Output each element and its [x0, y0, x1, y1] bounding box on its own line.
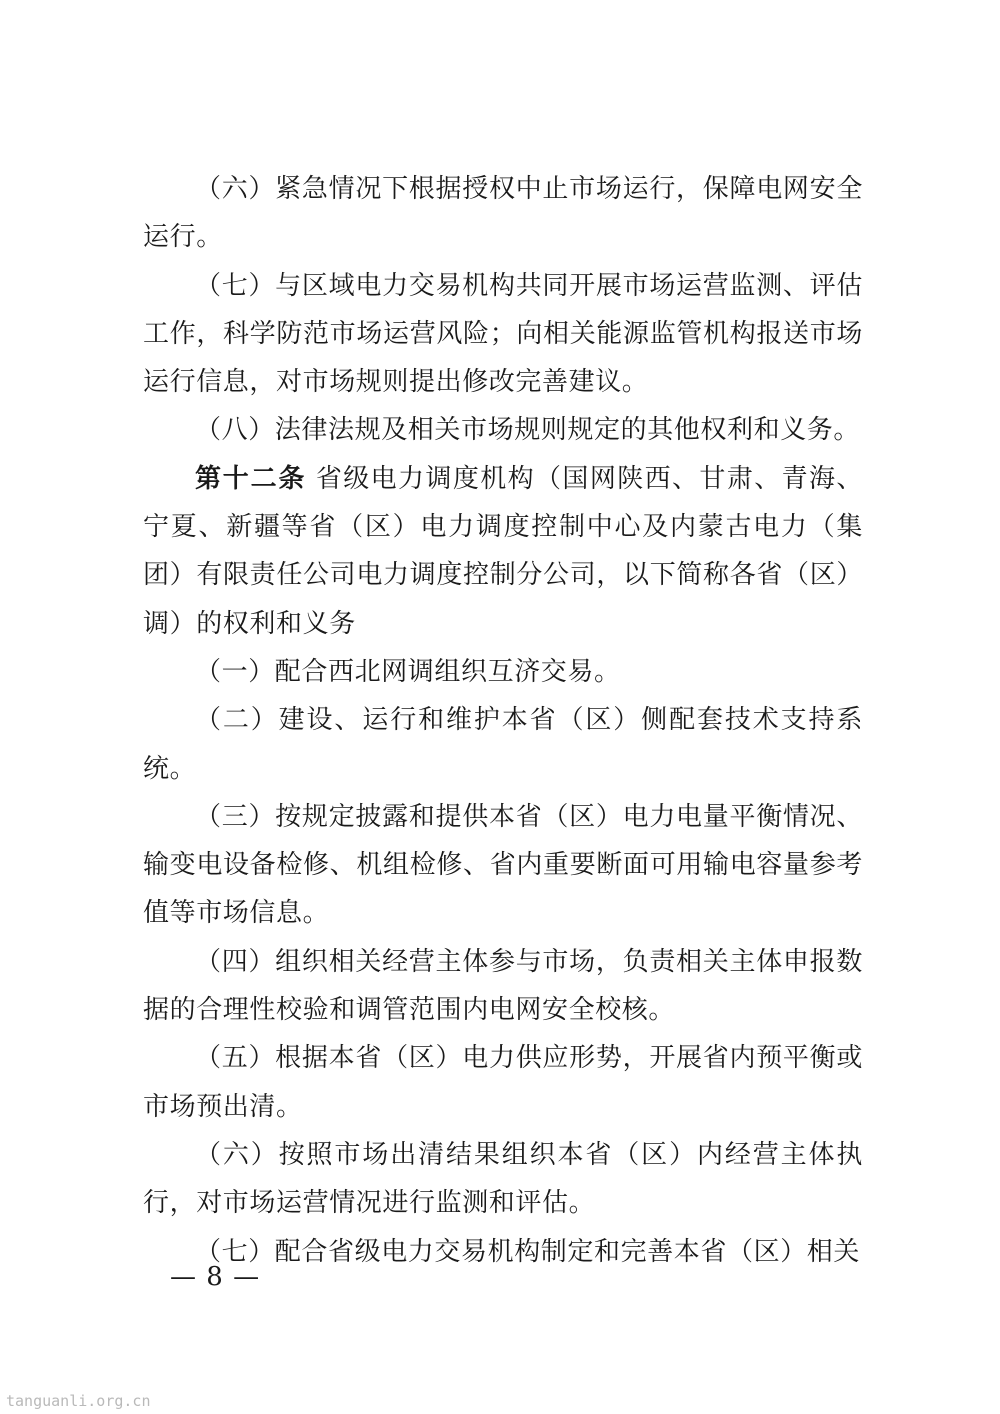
paragraph-item-3-disclosure — [143, 793, 863, 938]
paragraph-item-1-mutual-aid — [143, 648, 863, 696]
paragraph-item-8-other-rights — [143, 406, 863, 454]
page-number: — 8 — — [170, 1262, 261, 1292]
paragraph-text: （二）建设、运行和维护本省（区）侧配套技术支持系统。 — [143, 705, 863, 784]
paragraph-text: 省级电力调度机构（国网陕西、甘肃、青海、宁夏、新疆等省（区）电力调度控制中心及内蒙古电力（集团）有限责任公司电力调度控制分公司，以下简称各省（区）调）的权利和义务 — [143, 463, 863, 639]
paragraph-text: （六）紧急情况下根据授权中止市场运行，保障电网安全运行。 — [143, 174, 863, 253]
paragraph-text: （七）配合省级电力交易机构制定和完善本省（区）相关 — [195, 1236, 861, 1267]
document-body — [143, 165, 863, 1276]
paragraph-item-2-systems — [143, 696, 863, 793]
paragraph-text: （八）法律法规及相关市场规则规定的其他权利和义务。 — [195, 415, 861, 446]
watermark-text: tanguanli.org.cn — [6, 1392, 151, 1410]
article-12-paragraph — [143, 455, 863, 648]
paragraph-text: （一）配合西北网调组织互济交易。 — [195, 656, 621, 687]
paragraph-item-5-pre-clearing — [143, 1034, 863, 1131]
paragraph-text: （五）根据本省（区）电力供应形势，开展省内预平衡或市场预出清。 — [143, 1043, 863, 1122]
paragraph-item-6-emergency — [143, 165, 863, 262]
paragraph-item-6-execution — [143, 1131, 863, 1228]
paragraph-text: （六）按照市场出清结果组织本省（区）内经营主体执行，对市场运营情况进行监测和评估。 — [143, 1139, 863, 1219]
article-number: 第十二条 — [195, 463, 307, 494]
paragraph-text: （三）按规定披露和提供本省（区）电力电量平衡情况、输变电设备检修、机组检修、省内重要断面可用输电容量参考值等市场信息。 — [143, 801, 863, 929]
paragraph-text: （四）组织相关经营主体参与市场，负责相关主体申报数据的合理性校验和调管范围内电网安全校核。 — [143, 946, 863, 1026]
paragraph-item-7-monitoring — [143, 262, 863, 407]
paragraph-item-4-validation — [143, 938, 863, 1035]
paragraph-text: （七）与区域电力交易机构共同开展市场运营监测、评估工作，科学防范市场运营风险；向相关能源监管机构报送市场运行信息，对市场规则提出修改完善建议。 — [143, 270, 863, 398]
